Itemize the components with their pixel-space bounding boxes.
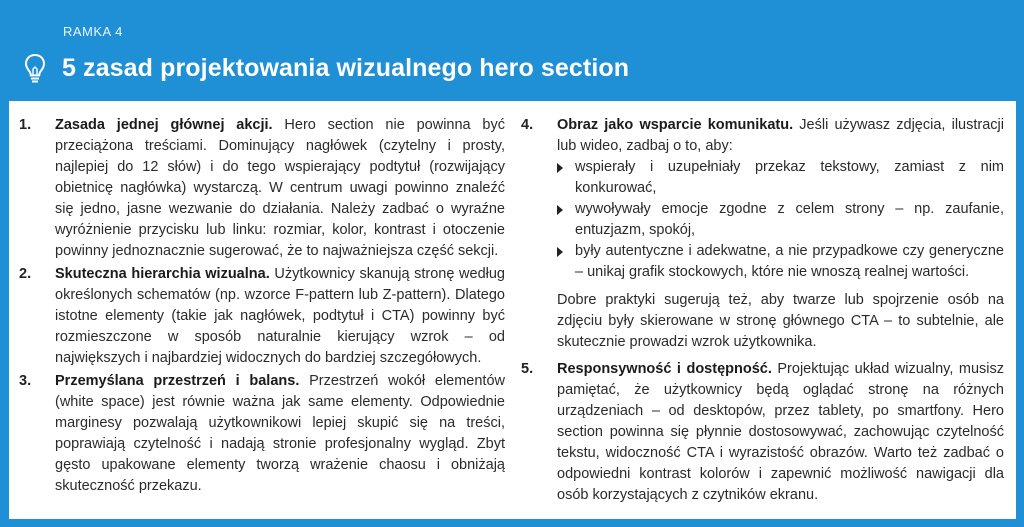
bullet-item [557,199,1004,241]
bullet-text: wywoływały emocje zgodne z celem strony – np. zaufanie, entuzjazm, spokój, [575,201,1004,238]
list-item [521,115,1004,353]
box-title: 5 zasad projektowania wizualnego hero section [62,54,630,82]
item-number: 5. [521,361,534,377]
item-body [55,264,505,369]
bullet-triangle-icon [557,241,575,283]
item-lead: Obraz jako wsparcie komunikatu. [557,117,794,133]
bullet-text: wspierały i uzupełniały przekaz tekstowy, zamiast z nim konkurować, [575,159,1004,196]
item-number: 3. [19,373,32,389]
item-text: Projektując układ wizualny, musisz pamiętać, że użytkownicy będą oglądać stronę na różnych urządzeniach – od desktopów, przez tablety, po smartfony. Hero section powinna się płynnie dostosowywać, zachowując czytelność tekstu, widoczność CTA i wyrazistość obrazów. Warto też zadbać o odpowiedni kontrast kolorów i zapewnić możliwość nawigacji dla osób korzystających z czytników ekranu. [557,361,1004,503]
item-number: 4. [521,117,534,133]
bullet-item [557,157,1004,199]
bullet-triangle-icon [557,199,575,241]
list-item [19,371,505,497]
item-lead: Przemyślana przestrzeń i balans. [55,373,300,389]
bullet-text: były autentyczne i adekwatne, a nie przypadkowe czy generyczne – unikaj grafik stockowych, które nie wnoszą realnej wartości. [575,243,1004,280]
item-body [55,371,505,497]
item-paragraph: Dobre praktyki sugerują też, aby twarze lub spojrzenie osób na zdjęciu były skierowane w stronę głównego CTA – to subtelnie, ale skutecznie prowadzi wzrok użytkownika. [557,292,1004,350]
item-lead: Skuteczna hierarchia wizualna. [55,266,270,282]
lightbulb-icon [22,52,48,86]
right-column [521,115,1004,508]
left-column [19,115,505,499]
item-body [557,115,1004,353]
item-text: Przestrzeń wokół elementów (white space) jest równie ważna jak same elementy. Odpowiednie marginesy pozwalają użytkownikowi lepiej skupić się na treści, poprawiają czytelność i nadają stronie profesjonalny wygląd. Zbyt gęsto upakowane elementy tworzą wrażenie chaosu i obniżają skuteczność przekazu. [55,373,505,494]
list-item [19,115,505,262]
list-item [521,359,1004,506]
item-lead: Zasada jednej głównej akcji. [55,117,273,133]
item-body [55,115,505,262]
item-text: Jeśli używasz zdjęcia, ilustracji lub wideo, zadbaj o to, aby: [557,117,1004,154]
item-lead: Responsywność i dostępność. [557,361,772,377]
item-body [557,359,1004,506]
item-text: Hero section nie powinna być przeciążona treściami. Dominujący nagłówek (czytelny i prosty, najlepiej do 12 słów) i do tego wspierający podtytuł (rozwijający obietnicę nagłówka) wystarczą. W centrum uwagi powinno znaleźć się jedno, jasne wezwanie do działania. Należy zadbać o wyraźne wyróżnienie przycisku lub linku: rozmiar, kolor, kontrast i otoczenie powinny jednoznacznie sugerować, że to najważniejsza część sekcji. [55,117,505,259]
item-number: 2. [19,266,32,282]
bullet-item [557,241,1004,283]
list-item [19,264,505,369]
item-text: Użytkownicy skanują stronę według określonych schematów (np. wzorce F-pattern lub Z-pattern). Dlatego istotne elementy (takie jak nagłówek, podtytuł i CTA) powinny być rozmieszczone w sposób naturalnie kierujący wzrok – od największych i najbardziej widocznych do bardziej szczegółowych. [55,266,505,366]
item-number: 1. [19,117,32,133]
content-panel [9,101,1016,519]
bullet-list [557,157,1004,283]
bullet-triangle-icon [557,157,575,199]
box-kicker: RAMKA 4 [63,24,123,39]
